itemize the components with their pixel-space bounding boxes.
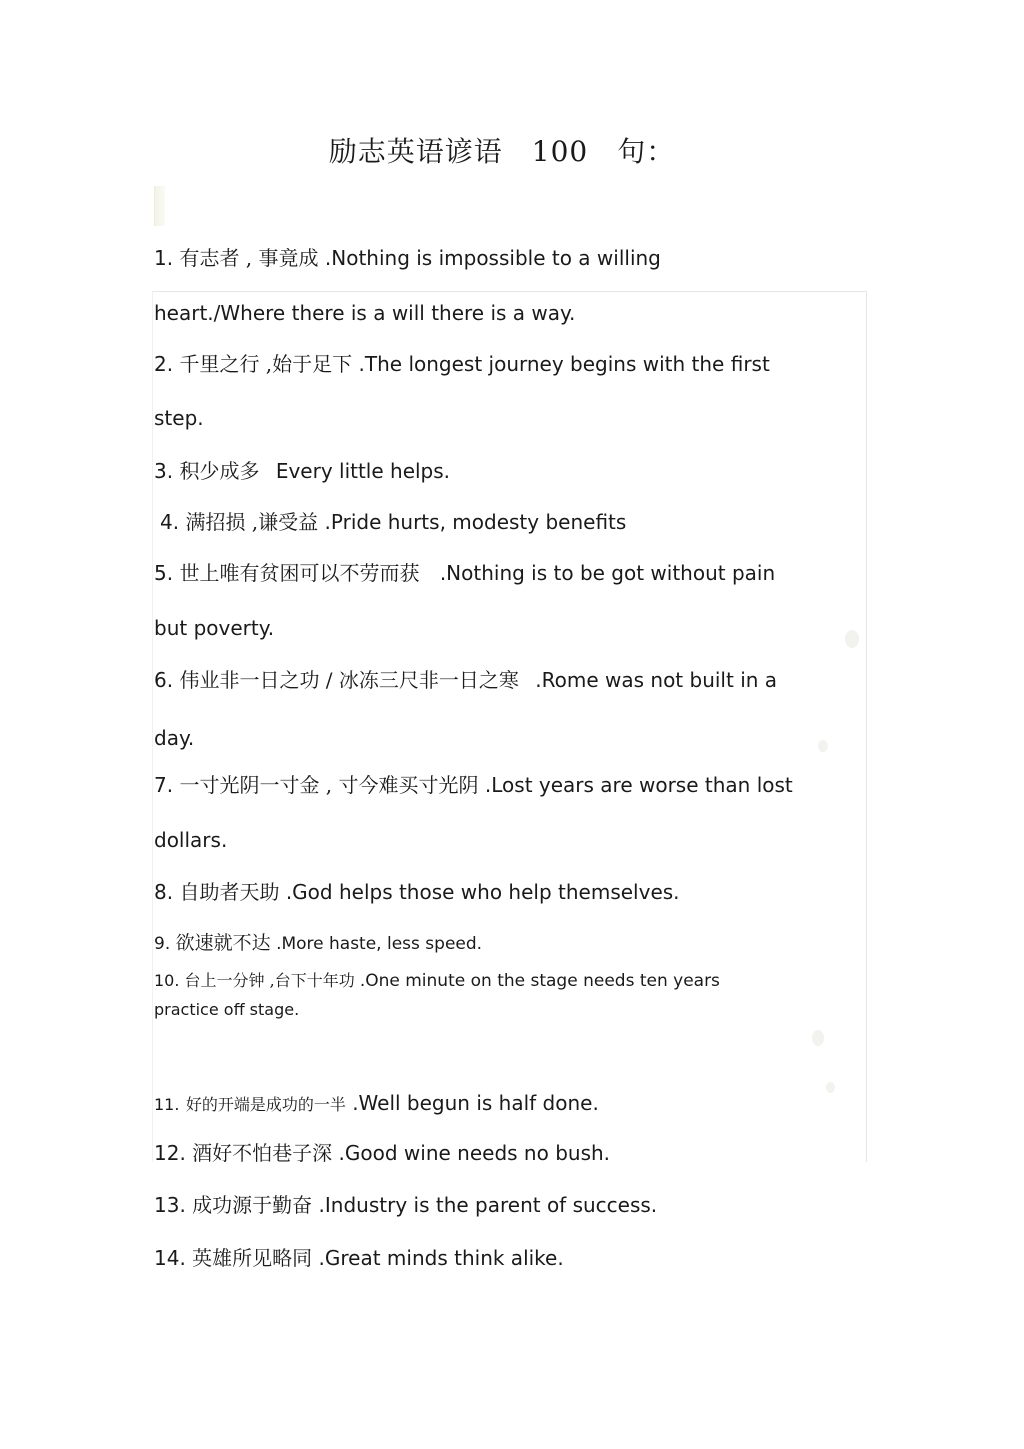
proverb-english: .The longest journey begins with the first bbox=[358, 352, 770, 376]
scan-artifact bbox=[154, 186, 165, 226]
proverb-continuation: dollars. bbox=[154, 828, 228, 852]
proverb-line bbox=[154, 1093, 599, 1113]
proverb-chinese: 台上一分钟 ,台下十年功 bbox=[184, 971, 355, 990]
page-title: 励志英语谚语 100 句： bbox=[328, 135, 676, 168]
proverb-english: .Well begun is half done. bbox=[352, 1091, 599, 1115]
proverb-number: 7. bbox=[154, 773, 174, 797]
proverb-english: .Rome was not built in a bbox=[535, 668, 778, 692]
proverb-english: .Pride hurts, modesty benefits bbox=[324, 510, 627, 534]
scan-smudge bbox=[845, 630, 859, 648]
proverb-continuation: but poverty. bbox=[154, 616, 275, 640]
proverb-continuation: practice off stage. bbox=[154, 1000, 300, 1019]
proverb-continuation: step. bbox=[154, 406, 204, 430]
proverb-number: 14. bbox=[154, 1246, 186, 1270]
proverb-chinese: 积少成多 bbox=[179, 459, 260, 483]
proverb-number: 2. bbox=[154, 352, 174, 376]
proverb-line bbox=[154, 973, 720, 990]
proverb-chinese: 好的开端是成功的一半 bbox=[185, 1095, 346, 1114]
proverb-number: 4. bbox=[160, 510, 180, 534]
proverb-english: .Nothing is impossible to a willing bbox=[324, 246, 661, 270]
proverb-line bbox=[154, 882, 680, 902]
proverb-english: .Lost years are worse than lost bbox=[484, 773, 793, 797]
proverb-line bbox=[154, 775, 793, 795]
proverb-chinese: 世上唯有贫困可以不劳而获 bbox=[179, 561, 420, 585]
proverb-number: 11. bbox=[154, 1095, 180, 1114]
proverb-line bbox=[154, 354, 770, 374]
proverb-line bbox=[154, 461, 450, 481]
proverb-number: 13. bbox=[154, 1193, 186, 1217]
proverb-english: .God helps those who help themselves. bbox=[285, 880, 680, 904]
proverb-number: 9. bbox=[154, 934, 171, 954]
scan-smudge bbox=[818, 740, 828, 752]
proverb-number: 6. bbox=[154, 668, 174, 692]
proverb-continuation: heart./Where there is a will there is a way. bbox=[154, 301, 576, 325]
proverb-line bbox=[154, 934, 482, 953]
proverb-line bbox=[154, 670, 777, 690]
proverb-chinese: 有志者 , 事竟成 bbox=[179, 246, 319, 270]
proverb-english: .One minute on the stage needs ten years bbox=[359, 971, 720, 991]
proverb-chinese: 自助者天助 bbox=[179, 880, 280, 904]
proverb-number: 8. bbox=[154, 880, 174, 904]
proverb-english: Every little helps. bbox=[275, 459, 451, 483]
proverb-chinese: 伟业非一日之功 / 冰冻三尺非一日之寒 bbox=[179, 668, 519, 692]
scan-smudge bbox=[826, 1082, 835, 1093]
proverb-chinese: 满招损 ,谦受益 bbox=[185, 510, 319, 534]
proverb-number: 10. bbox=[154, 971, 180, 990]
proverb-line bbox=[154, 248, 661, 268]
proverb-line bbox=[154, 563, 775, 583]
proverb-english: .Great minds think alike. bbox=[318, 1246, 564, 1270]
content-frame bbox=[152, 291, 867, 1162]
proverb-line bbox=[160, 512, 626, 532]
proverb-line bbox=[154, 1248, 564, 1268]
proverb-english: .Industry is the parent of success. bbox=[318, 1193, 658, 1217]
proverb-line bbox=[154, 1195, 657, 1215]
proverb-number: 1. bbox=[154, 246, 174, 270]
proverb-number: 3. bbox=[154, 459, 174, 483]
proverb-continuation: day. bbox=[154, 726, 195, 750]
proverb-line bbox=[154, 1143, 610, 1163]
proverb-chinese: 欲速就不达 bbox=[175, 932, 271, 954]
proverb-chinese: 英雄所见略同 bbox=[192, 1246, 313, 1270]
proverb-chinese: 酒好不怕巷子深 bbox=[192, 1141, 333, 1165]
scan-smudge bbox=[812, 1030, 824, 1046]
proverb-english: .Good wine needs no bush. bbox=[338, 1141, 611, 1165]
proverb-english: .Nothing is to be got without pain bbox=[439, 561, 776, 585]
proverb-chinese: 千里之行 ,始于足下 bbox=[179, 352, 353, 376]
proverb-number: 12. bbox=[154, 1141, 186, 1165]
proverb-chinese: 一寸光阴一寸金 , 寸今难买寸光阴 bbox=[179, 773, 479, 797]
proverb-english: .More haste, less speed. bbox=[276, 934, 483, 954]
proverb-chinese: 成功源于勤奋 bbox=[192, 1193, 313, 1217]
proverb-number: 5. bbox=[154, 561, 174, 585]
